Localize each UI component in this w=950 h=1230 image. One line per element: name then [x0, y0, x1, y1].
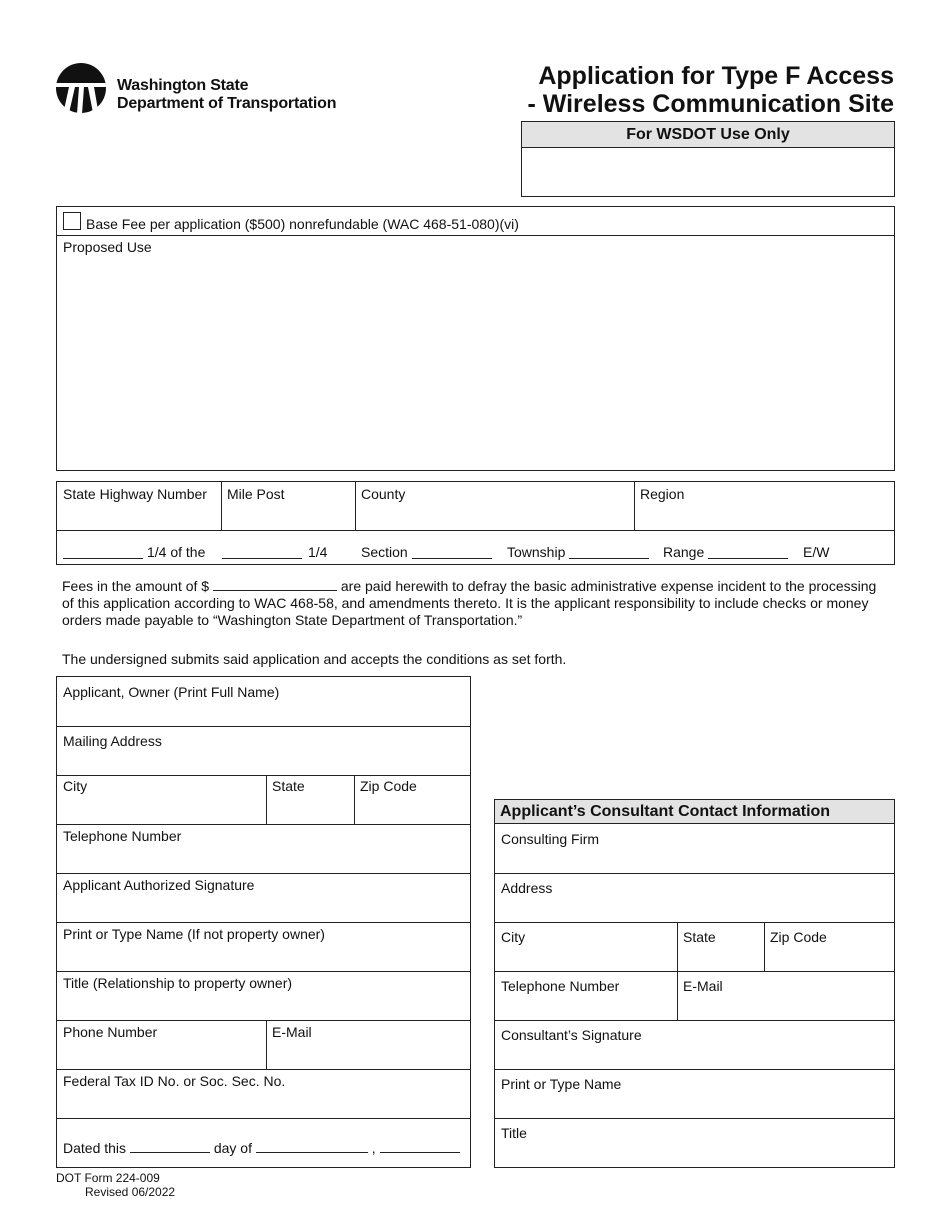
fees-line2: of this application according to WAC 468-58, and amendments thereto. It is the applicant responsibility to include checks or money [62, 595, 869, 611]
consultant-telephone-label: Telephone Number [501, 978, 620, 994]
dated-month-field[interactable] [256, 1140, 368, 1153]
fees-paragraph [62, 578, 902, 629]
quarter-of-the-label: 1/4 of the [147, 544, 206, 560]
state-label: State [272, 778, 305, 794]
email-label: E-Mail [272, 1024, 312, 1040]
dated-year-field[interactable] [380, 1140, 460, 1153]
wsdot-use-only-header: For WSDOT Use Only [522, 122, 894, 148]
form-number: DOT Form 224-009 [56, 1171, 160, 1185]
proposed-use-label: Proposed Use [63, 239, 152, 255]
consultant-zip-label: Zip Code [770, 929, 827, 945]
region-label: Region [640, 486, 685, 502]
consulting-firm-label: Consulting Firm [501, 831, 600, 847]
base-fee-checkbox[interactable] [63, 212, 81, 230]
fees-amount-field[interactable] [213, 578, 337, 591]
quarter-section-field[interactable] [63, 546, 143, 559]
applicant-box [56, 676, 471, 1168]
page-title [474, 62, 894, 118]
zip-label: Zip Code [360, 778, 417, 794]
title-line2: - Wireless Communication Site [527, 90, 894, 118]
base-fee-label: Base Fee per application ($500) nonrefundable (WAC 468-51-080)(vi) [86, 216, 519, 232]
consultant-print-name-label: Print or Type Name [501, 1076, 622, 1092]
dated-comma: , [371, 1140, 376, 1156]
proposed-use-box [56, 206, 895, 471]
range-field[interactable] [708, 546, 788, 559]
location-box [56, 481, 895, 565]
dated-row [63, 1140, 460, 1156]
county-label: County [361, 486, 406, 502]
title-line1: Application for Type F Access [538, 62, 894, 90]
consultant-signature-label: Consultant’s Signature [501, 1027, 642, 1043]
consultant-box [494, 799, 895, 1168]
wsdot-logo [55, 62, 375, 117]
form-revised: Revised 06/2022 [85, 1185, 176, 1199]
day-of-label: day of [213, 1140, 252, 1156]
print-name-label: Print or Type Name (If not property owner) [63, 926, 325, 942]
fees-line1-rest: are paid herewith to defray the basic administrative expense incident to the processing [340, 578, 877, 594]
title-relationship-label: Title (Relationship to property owner) [63, 975, 293, 991]
proposed-use-field[interactable] [57, 257, 894, 470]
quarter-field[interactable] [222, 546, 302, 559]
mile-post-label: Mile Post [227, 486, 285, 502]
section-field[interactable] [412, 546, 492, 559]
logo-line1: Washington State [117, 77, 249, 94]
consultant-address-label: Address [501, 880, 553, 896]
phone-number-label: Phone Number [63, 1024, 158, 1040]
owner-name-label: Applicant, Owner (Print Full Name) [63, 684, 280, 700]
ew-label: E/W [803, 544, 830, 560]
state-highway-number-label: State Highway Number [63, 486, 207, 502]
telephone-label: Telephone Number [63, 828, 182, 844]
undersigned-text: The undersigned submits said application and accepts the conditions as set forth. [62, 651, 567, 667]
township-label: Township [507, 544, 566, 560]
wsdot-use-only-box [521, 121, 895, 197]
consultant-title-label: Title [501, 1125, 527, 1141]
form-footer [56, 1171, 175, 1199]
mailing-address-label: Mailing Address [63, 733, 162, 749]
base-fee-row [57, 207, 894, 236]
consultant-email-label: E-Mail [683, 978, 723, 994]
tax-id-label: Federal Tax ID No. or Soc. Sec. No. [63, 1073, 286, 1089]
section-label: Section [361, 544, 408, 560]
range-label: Range [663, 544, 705, 560]
city-label: City [63, 778, 88, 794]
consultant-header: Applicant’s Consultant Contact Information [495, 800, 894, 824]
dated-this-label: Dated this [63, 1140, 127, 1156]
quarter-label: 1/4 [308, 544, 328, 560]
logo-line2: Department of Transportation [117, 95, 337, 112]
fees-prefix: Fees in the amount of $ [62, 578, 210, 594]
signature-label: Applicant Authorized Signature [63, 877, 255, 893]
wsdot-logo-icon [55, 62, 107, 114]
consultant-state-label: State [683, 929, 716, 945]
fees-line3: orders made payable to “Washington State Department of Transportation.” [62, 612, 523, 628]
consultant-city-label: City [501, 929, 526, 945]
dated-day-field[interactable] [130, 1140, 210, 1153]
township-field[interactable] [569, 546, 649, 559]
